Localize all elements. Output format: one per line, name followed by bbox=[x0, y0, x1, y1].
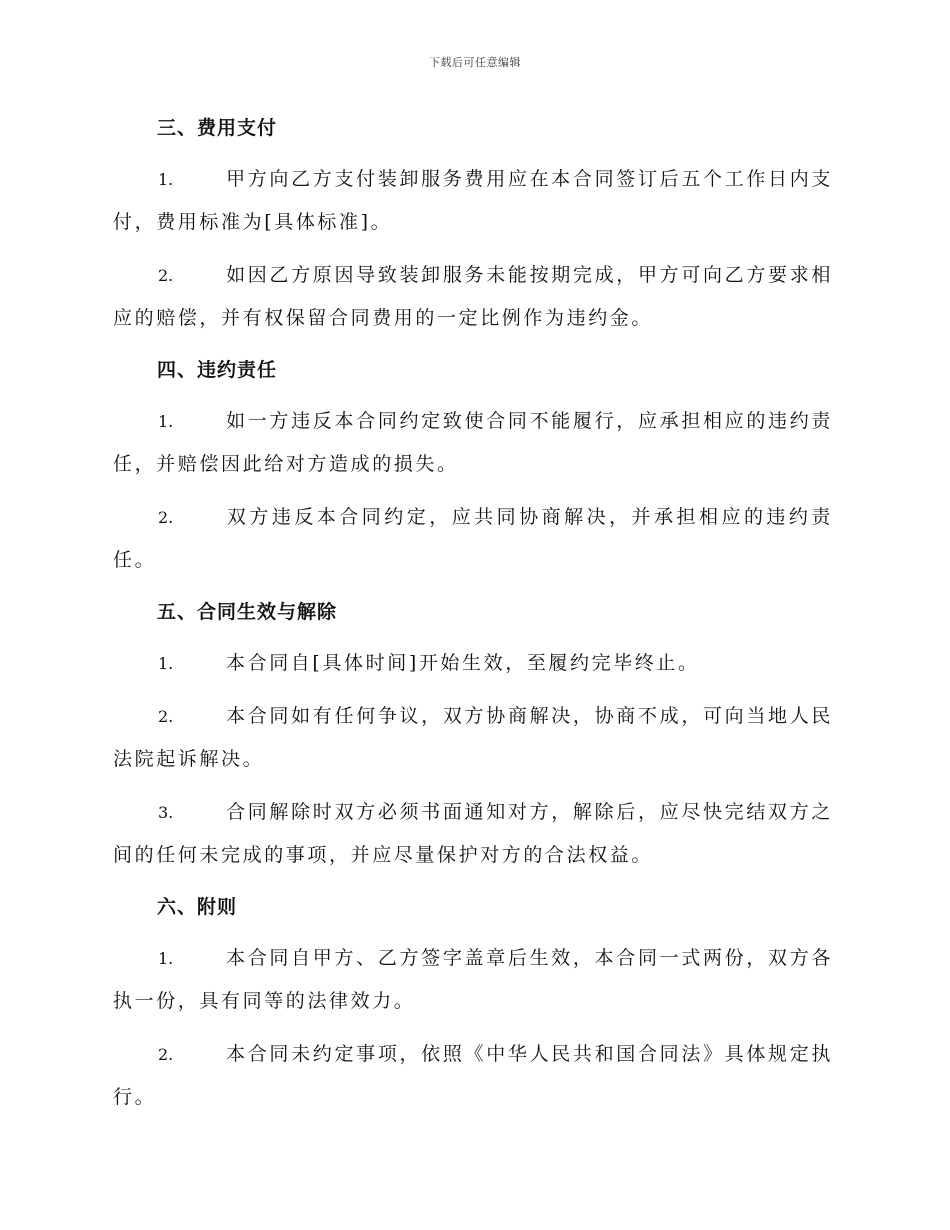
clause-text: 本合同自[具体时间]开始生效，至履约完毕终止。 bbox=[226, 652, 700, 674]
document-body bbox=[113, 108, 833, 1129]
clause-text: 本合同如有任何争议，双方协商解决，协商不成，可向当地人民法院起诉解决。 bbox=[113, 705, 833, 770]
clause-text: 合同解除时双方必须书面通知对方，解除后，应尽快完结双方之间的任何未完成的事项，并应尽量保护对方的合法权益。 bbox=[113, 801, 833, 866]
clause-text: 如因乙方原因导致装卸服务未能按期完成，甲方可向乙方要求相应的赔偿，并有权保留合同费用的一定比例作为违约金。 bbox=[113, 264, 833, 329]
section-heading-liability: 四、违约责任 bbox=[157, 359, 278, 381]
clause-number: 2. bbox=[158, 508, 174, 527]
section-heading-payment: 三、费用支付 bbox=[157, 117, 278, 139]
clause-text: 双方违反本合同约定，应共同协商解决，并承担相应的违约责任。 bbox=[113, 506, 833, 571]
clause-number: 1. bbox=[158, 654, 174, 673]
clause-paragraph bbox=[113, 937, 833, 1023]
clause-number: 1. bbox=[158, 412, 174, 431]
clause-paragraph bbox=[113, 642, 833, 685]
header-note: 下载后可任意编辑 bbox=[429, 56, 521, 69]
clause-paragraph bbox=[113, 400, 833, 486]
clause-text: 本合同自甲方、乙方签字盖章后生效，本合同一式两份，双方各执一份，具有同等的法律效力。 bbox=[113, 947, 833, 1012]
clause-text: 本合同未约定事项，依照《中华人民共和国合同法》具体规定执行。 bbox=[113, 1043, 833, 1108]
clause-text: 如一方违反本合同约定致使合同不能履行，应承担相应的违约责任，并赔偿因此给对方造成的损失。 bbox=[113, 410, 833, 475]
section-heading-supplementary: 六、附则 bbox=[157, 896, 238, 918]
clause-paragraph bbox=[113, 496, 833, 582]
clause-paragraph bbox=[113, 158, 833, 244]
clause-paragraph bbox=[113, 791, 833, 877]
clause-number: 2. bbox=[158, 266, 174, 285]
clause-number: 1. bbox=[158, 949, 174, 968]
clause-text: 甲方向乙方支付装卸服务费用应在本合同签订后五个工作日内支付，费用标准为[具体标准]。 bbox=[113, 168, 833, 233]
clause-number: 3. bbox=[158, 803, 174, 822]
clause-paragraph bbox=[113, 695, 833, 781]
section-heading-effect-termination: 五、合同生效与解除 bbox=[157, 601, 338, 623]
clause-number: 2. bbox=[158, 1045, 174, 1064]
clause-paragraph bbox=[113, 254, 833, 340]
clause-number: 1. bbox=[158, 170, 174, 189]
clause-paragraph bbox=[113, 1033, 833, 1119]
clause-number: 2. bbox=[158, 707, 174, 726]
